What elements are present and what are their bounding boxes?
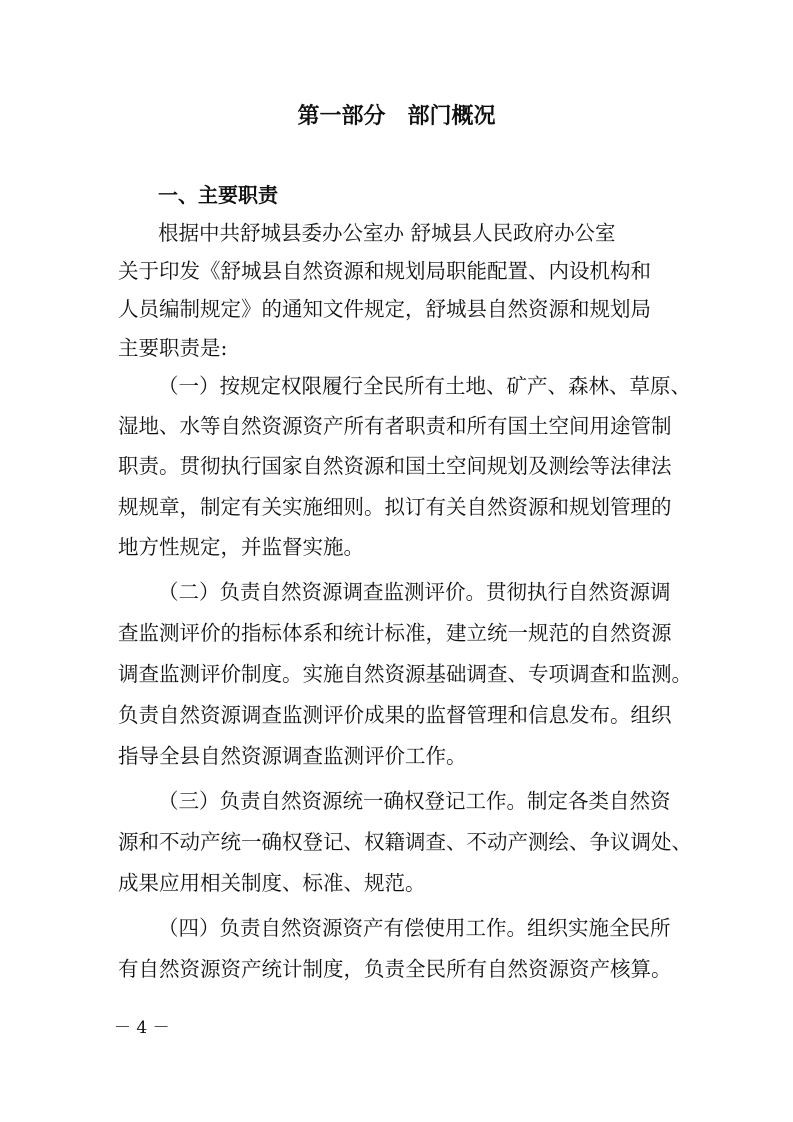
text-line: 地方性规定，并监督实施。 [118, 535, 364, 559]
text-line: 调查监测评价制度。实施自然资源基础调查、专项调查和监测。 [118, 662, 692, 686]
text-line: 湿地、水等自然资源资产所有者职责和所有国土空间用途管制 [118, 414, 672, 438]
text-line: 规规章，制定有关实施细则。拟订有关自然资源和规划管理的 [118, 495, 672, 519]
text-line: 关于印发《舒城县自然资源和规划局职能配置、内设机构和 [118, 259, 651, 283]
page-number: － 4 － [114, 1018, 170, 1038]
text-line: 职责。贯彻执行国家自然资源和国土空间规划及测绘等法律法 [118, 454, 672, 478]
text-line: 源和不动产统一确权登记、权籍调查、不动产测绘、争议调处、 [118, 830, 692, 854]
page-title: 第一部分 部门概况 [297, 104, 496, 129]
text-line: 人员编制规定》的通知文件规定，舒城县自然资源和规划局 [118, 297, 651, 321]
text-line: 负责自然资源调查监测评价成果的监督管理和信息发布。组织 [118, 703, 672, 727]
section-heading: 一、主要职责 [158, 183, 278, 207]
text-line: 根据中共舒城县委办公室办 舒城县人民政府办公室 [158, 221, 616, 245]
text-line: 指导全县自然资源调查监测评价工作。 [118, 744, 467, 768]
text-line: （一）按规定权限履行全民所有土地、矿产、森林、草原、 [158, 374, 691, 398]
text-line: （三）负责自然资源统一确权登记工作。制定各类自然资 [158, 789, 671, 813]
text-line: 主要职责是: [118, 336, 228, 360]
text-line: （二）负责自然资源调查监测评价。贯彻执行自然资源调 [158, 580, 671, 604]
text-line: 查监测评价的指标体系和统计标准，建立统一规范的自然资源 [118, 621, 672, 645]
text-line: 成果应用相关制度、标准、规范。 [118, 871, 426, 895]
text-line: 有自然资源资产统计制度，负责全民所有自然资源资产核算。 [118, 957, 672, 981]
text-line: （四）负责自然资源资产有偿使用工作。组织实施全民所 [158, 916, 671, 940]
